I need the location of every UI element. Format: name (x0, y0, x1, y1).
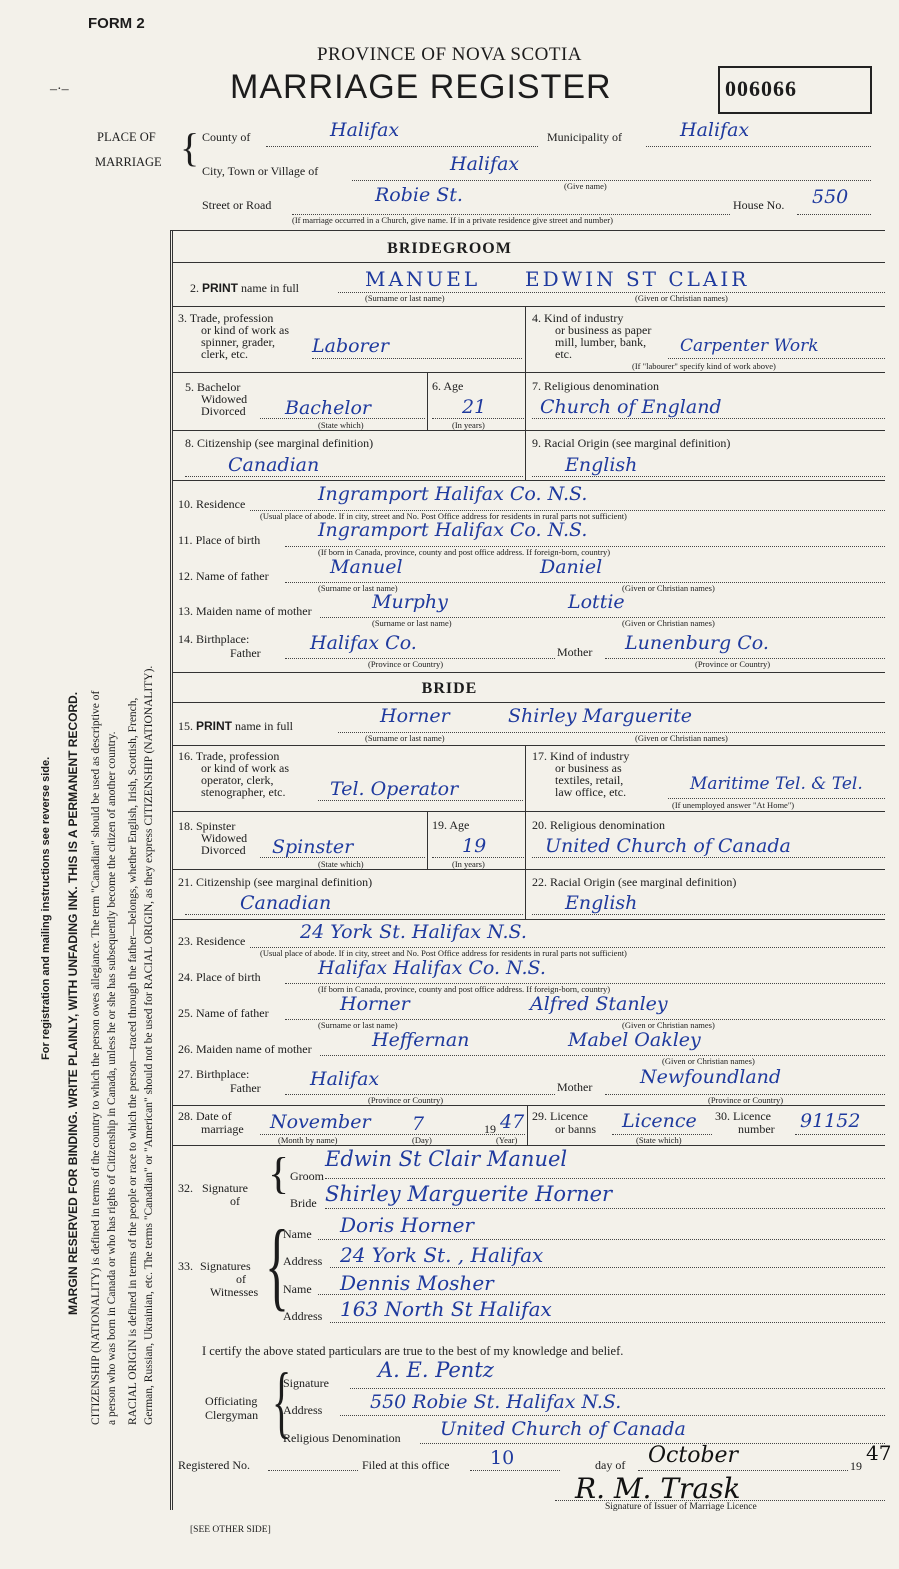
bride-father-surname-note: (Surname or last name) (318, 1020, 398, 1030)
bride-birth-note: (If born in Canada, province, county and post office address. If foreign-born, country) (318, 984, 611, 994)
municipality-label: Municipality of (547, 130, 622, 144)
street-label: Street or Road (202, 198, 272, 212)
bride-father-given-note: (Given or Christian names) (622, 1020, 715, 1030)
bride-mother-bp-label: Mother (557, 1080, 593, 1094)
bride-religion-label: 20. Religious denomination (532, 818, 665, 832)
see-other-side: [SEE OTHER SIDE] (190, 1525, 271, 1535)
groom-mother-bp-label: Mother (557, 645, 593, 659)
groom-given-note: (Given or Christian names) (635, 293, 728, 303)
bride-state-which: (State which) (318, 859, 364, 869)
marriage-month: November (270, 1111, 371, 1133)
clergyman-brace: { (272, 1358, 292, 1446)
clergy-address: 550 Robie St. Halifax N.S. (370, 1391, 622, 1413)
side-note-margin: MARGIN RESERVED FOR BINDING. WRITE PLAINLY, WITH UNFADING INK. THIS IS A PERMANENT RECORD. (66, 691, 80, 1315)
groom-religion-label: 7. Religious denomination (532, 379, 659, 393)
groom-age: 21 (462, 396, 487, 418)
groom-trade: Laborer (312, 335, 389, 357)
day-note: (Day) (412, 1135, 432, 1145)
bride-trade-label: 16. Trade, profession or kind of work as operator, clerk, stenographer, etc. (178, 749, 289, 799)
bride-residence-note: (Usual place of abode. If in city, street and No. Post Office address for residents in rural parts not sufficient) (260, 948, 627, 958)
side-note-racial-2: German, Russian, Ukrainian, etc. The terms "Canadian" or "American" should not be used for RACIAL ORIGIN, as they express CITIZENSHIP (NATIONALITY). (143, 665, 155, 1425)
bride-citizenship-label: 21. Citizenship (see marginal definition) (178, 875, 373, 889)
certification-statement: I certify the above stated particulars are true to the best of my knowledge and belief. (202, 1344, 624, 1358)
bride-surname: Horner (380, 705, 450, 727)
city-value: Halifax (450, 153, 520, 175)
licence-number: 91152 (800, 1110, 861, 1132)
bride-heading: BRIDE (421, 680, 478, 697)
groom-signature: Edwin St Clair Manuel (325, 1147, 568, 1171)
give-name-note: (Give name) (564, 181, 607, 191)
bride-given-note: (Given or Christian names) (635, 733, 728, 743)
groom-father-given-note: (Given or Christian names) (622, 583, 715, 593)
groom-father-surname-note: (Surname or last name) (318, 583, 398, 593)
clergy-signature: A. E. Pentz (378, 1358, 494, 1382)
place-note: (If marriage occurred in a Church, give name. If in a private residence give street and number) (292, 215, 613, 225)
bride-trade: Tel. Operator (330, 778, 459, 800)
clergy-signature-label: Signature (283, 1376, 329, 1390)
bride-citizenship: Canadian (240, 892, 332, 914)
bride-mother-given: Mabel Oakley (568, 1029, 701, 1051)
groom-residence-label: 10. Residence (178, 497, 246, 511)
bride-racial-origin: English (565, 892, 638, 914)
witness2-address: 163 North St Halifax (340, 1297, 552, 1321)
groom-state-which: (State which) (318, 420, 364, 430)
filed-month: October (648, 1443, 739, 1468)
groom-industry-label: 4. Kind of industry or business as paper mill, lumber, bank, etc. (532, 311, 652, 361)
groom-father-label: 12. Name of father (178, 569, 269, 583)
labourer-note: (If "labourer" specify kind of work above) (632, 361, 776, 371)
year-note: (Year) (496, 1135, 518, 1145)
side-note-racial-1: RACIAL ORIGIN is defined in terms of the people or race to which the person—traced through the father—belongs, whether English, Irish, Scottish, French, (127, 697, 139, 1425)
witness2-name-label: Name (283, 1282, 312, 1296)
groom-mother-label: 13. Maiden name of mother (178, 604, 312, 618)
groom-parents-birthplace-label: 14. Birthplace: Father (178, 632, 261, 660)
groom-birthplace-label: 11. Place of birth (178, 533, 261, 547)
groom-marital-status: Bachelor (285, 397, 372, 419)
bride-mother-bp-note: (Province or Country) (708, 1095, 784, 1105)
bridegroom-heading: BRIDEGROOM (387, 240, 512, 257)
groom-mother-birthplace: Lunenburg Co. (625, 632, 769, 654)
bride-industry-label: 17. Kind of industry or business as textiles, retail, law office, etc. (532, 749, 630, 799)
groom-residence: Ingramport Halifax Co. N.S. (318, 483, 588, 505)
bride-marital-status: Spinster (272, 836, 354, 858)
bride-father-given: Alfred Stanley (530, 993, 668, 1015)
groom-religion: Church of England (540, 396, 722, 418)
filed-year: 47 (866, 1441, 892, 1465)
bride-racial-origin-label: 22. Racial Origin (see marginal definition) (532, 875, 737, 889)
groom-age-label: 6. Age (432, 379, 464, 393)
clergy-address-label: Address (283, 1403, 323, 1417)
bride-mother-label: 26. Maiden name of mother (178, 1042, 312, 1056)
marriage-date-label: 28. Date of marriage (178, 1109, 244, 1136)
groom-mother-bp-note: (Province or Country) (695, 659, 771, 669)
groom-mother-surname: Murphy (372, 591, 448, 613)
bride-signature: Shirley Marguerite Horner (325, 1182, 613, 1206)
place-heading-2: MARRIAGE (95, 155, 162, 169)
signature-brace: { (268, 1149, 290, 1198)
licence-or-banns: Licence (622, 1110, 697, 1132)
groom-father-bp-note: (Province or Country) (368, 659, 444, 669)
groom-father-birthplace: Halifax Co. (310, 632, 417, 654)
bride-father-surname: Horner (340, 993, 410, 1015)
bride-in-years: (In years) (452, 859, 485, 869)
marriage-year-prefix: 19 (484, 1122, 496, 1136)
bride-birthplace: Halifax Halifax Co. N.S. (318, 957, 546, 979)
signature-of-label: 32. Signature of (178, 1181, 248, 1208)
form-number: FORM 2 (88, 15, 145, 32)
house-value: 550 (812, 186, 849, 208)
groom-trade-label: 3. Trade, profession or kind of work as spinner, grader, clerk, etc. (178, 311, 289, 361)
groom-mother-given-note: (Given or Christian names) (622, 618, 715, 628)
bride-mother-given-note: (Given or Christian names) (662, 1056, 755, 1066)
municipality-value: Halifax (680, 119, 750, 141)
groom-residence-note: (Usual place of abode. If in city, street and No. Post Office address for residents in rural parts not sufficient) (260, 511, 627, 521)
groom-status-label: 5. Bachelor Widowed Divorced (185, 380, 248, 418)
groom-father-surname: Manuel (330, 556, 403, 578)
margin-mark: –·– (50, 82, 69, 97)
clergyman-label: Officiating Clergyman (205, 1394, 259, 1422)
side-note-citizenship-1: CITIZENSHIP (NATIONALITY) is defined in terms of the country to which the person owes allegiance. The term "Canadian" should be used as descriptive of (90, 690, 102, 1425)
groom-citizenship: Canadian (228, 454, 320, 476)
place-brace: { (180, 125, 200, 170)
groom-industry: Carpenter Work (680, 336, 819, 356)
groom-racial-origin: English (565, 454, 638, 476)
filed-day: 10 (490, 1447, 515, 1469)
side-note-mailing: For registration and mailing instructions see reverse side. (40, 756, 52, 1060)
city-label: City, Town or Village of (202, 164, 319, 178)
groom-citizenship-label: 8. Citizenship (see marginal definition) (185, 436, 374, 450)
groom-in-years: (In years) (452, 420, 485, 430)
issuer-signature: R. M. Trask (575, 1472, 741, 1505)
document-title: MARRIAGE REGISTER (230, 68, 612, 106)
licence-state-which: (State which) (636, 1135, 682, 1145)
bride-father-bp-note: (Province or Country) (368, 1095, 444, 1105)
bride-surname-note: (Surname or last name) (365, 733, 445, 743)
bride-religion: United Church of Canada (545, 835, 791, 857)
bride-father-label: 25. Name of father (178, 1006, 269, 1020)
bride-residence-label: 23. Residence (178, 934, 246, 948)
county-value: Halifax (330, 119, 400, 141)
witness1-name-label: Name (283, 1227, 312, 1241)
province-heading: PROVINCE OF NOVA SCOTIA (316, 44, 583, 65)
groom-father-given: Daniel (540, 556, 603, 578)
groom-surname: MANUEL (365, 267, 481, 291)
marriage-year: 47 (500, 1111, 525, 1133)
bride-industry: Maritime Tel. & Tel. (690, 774, 863, 794)
bride-birthplace-label: 24. Place of birth (178, 970, 261, 984)
witness1-name: Doris Horner (340, 1213, 474, 1237)
filed-label: Filed at this office (362, 1458, 450, 1472)
bride-name-label: 15. PRINT name in full (178, 719, 293, 733)
filed-year-prefix: 19 (850, 1459, 862, 1473)
unemployed-note: (If unemployed answer "At Home") (672, 800, 795, 810)
county-label: County of (202, 130, 251, 144)
clergy-denomination-label: Religious Denomination (283, 1431, 401, 1445)
licence-banns-label: 29. Licence or banns (532, 1109, 596, 1136)
clergy-denomination: United Church of Canada (440, 1418, 686, 1440)
witnesses-label: 33. Signatures of Witnesses (178, 1259, 259, 1299)
bride-status-label: 18. Spinster Widowed Divorced (178, 819, 248, 857)
day-of-label: day of (595, 1458, 626, 1472)
bride-parents-birthplace-label: 27. Birthplace: Father (178, 1067, 261, 1095)
house-label: House No. (733, 198, 785, 212)
bride-mother-surname: Heffernan (372, 1029, 470, 1051)
place-heading-1: PLACE OF (97, 130, 156, 144)
bride-mother-birthplace: Newfoundland (640, 1066, 782, 1088)
groom-racial-origin-label: 9. Racial Origin (see marginal definition) (532, 436, 731, 450)
groom-given-names: EDWIN ST CLAIR (525, 267, 750, 291)
bride-residence: 24 York St. Halifax N.S. (300, 921, 527, 943)
registration-number: 006066 (725, 76, 797, 101)
licence-number-label: 30. Licence number (715, 1109, 775, 1136)
witness2-name: Dennis Mosher (340, 1271, 494, 1295)
witnesses-brace: { (265, 1209, 289, 1320)
marriage-day: 7 (412, 1113, 425, 1135)
witness1-address: 24 York St. , Halifax (340, 1243, 544, 1267)
witness2-address-label: Address (283, 1309, 323, 1323)
groom-birthplace: Ingramport Halifax Co. N.S. (318, 519, 588, 541)
registered-no-label: Registered No. (178, 1458, 250, 1472)
bride-father-birthplace: Halifax (310, 1068, 380, 1090)
groom-birth-note: (If born in Canada, province, county and post office address. If foreign-born, country) (318, 547, 611, 557)
bride-signature-label: Bride (290, 1196, 317, 1210)
groom-name-label: 2. PRINT name in full (190, 281, 299, 295)
bride-age: 19 (462, 835, 487, 857)
month-note: (Month by name) (278, 1135, 338, 1145)
groom-signature-label: Groom (290, 1169, 324, 1183)
issuer-signature-label: Signature of Issuer of Marriage Licence (605, 1502, 757, 1512)
groom-surname-note: (Surname or last name) (365, 293, 445, 303)
bride-given-names: Shirley Marguerite (508, 705, 693, 727)
groom-mother-given: Lottie (568, 591, 625, 613)
witness1-address-label: Address (283, 1254, 323, 1268)
street-value: Robie St. (375, 184, 463, 206)
bride-age-label: 19. Age (432, 818, 470, 832)
side-note-citizenship-2: a person who was born in Canada or who has rights of Citizenship in Canada, unless he or she has subsequently become the citizen of another country. (106, 731, 118, 1425)
groom-mother-surname-note: (Surname or last name) (372, 618, 452, 628)
